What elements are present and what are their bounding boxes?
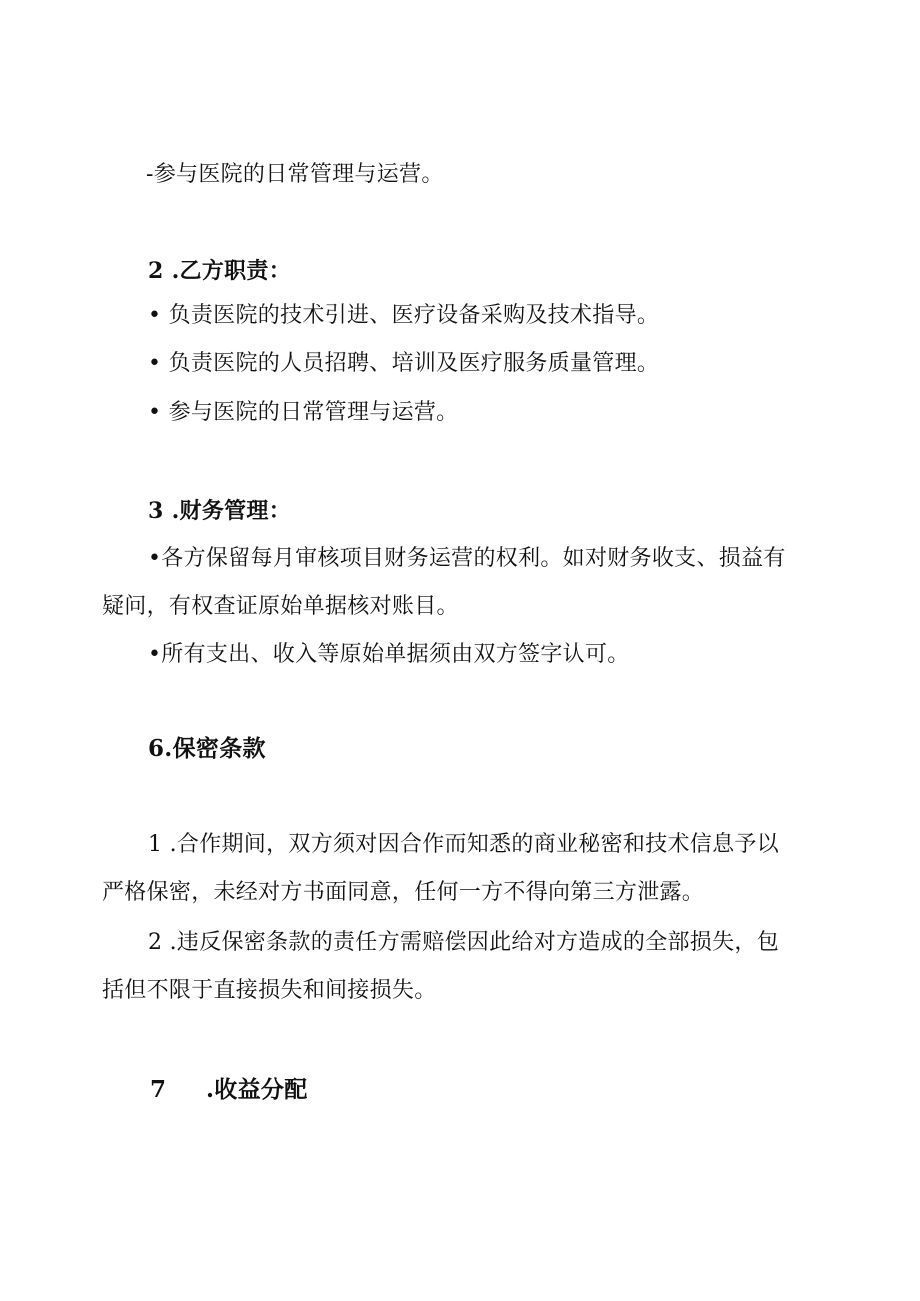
party-b-heading-text: .乙方职责： <box>171 258 292 284</box>
clause-text: .合作期间，双方须对因合作而知悉的商业秘密和技术信息予以 <box>169 832 780 857</box>
party-b-number: 2 <box>148 258 164 284</box>
party-b-item: • 负责医院的技术引进、医疗设备采购及技术指导。 <box>148 303 660 328</box>
party-b-item: • 参与医院的日常管理与运营。 <box>148 400 459 425</box>
clause-text: .违反保密条款的责任方需赔偿因此给对方造成的全部损失，包 <box>169 930 780 955</box>
finance-heading-text: .财务管理： <box>171 498 292 524</box>
party-b-item: • 负责医院的人员招聘、培训及医疗服务质量管理。 <box>148 351 660 376</box>
clause-number: 1 <box>148 832 163 857</box>
top-list-item: -参与医院的日常管理与运营。 <box>146 162 444 187</box>
confidentiality-clause-line <box>148 928 779 958</box>
finance-heading <box>148 496 291 526</box>
finance-item-line: •所有支出、收入等原始单据须由双方签字认可。 <box>148 642 630 667</box>
confidentiality-clause-line: 括但不限于直接损失和间接损失。 <box>102 978 437 1003</box>
clause-number: 2 <box>148 930 163 955</box>
finance-item-line: 疑问，有权查证原始单据核对账目。 <box>102 594 459 619</box>
revenue-title <box>150 1075 308 1105</box>
finance-item-line: •各方保留每月审核项目财务运营的权利。如对财务收支、损益有 <box>148 546 786 571</box>
confidentiality-title: 6.保密条款 <box>148 735 266 762</box>
confidentiality-clause-line <box>148 830 779 860</box>
revenue-title-text: .收益分配 <box>206 1076 308 1103</box>
confidentiality-clause-line: 严格保密，未经对方书面同意，任何一方不得向第三方泄露。 <box>102 880 705 905</box>
revenue-number: 7 <box>150 1076 167 1103</box>
party-b-heading <box>148 256 291 286</box>
finance-number: 3 <box>148 498 164 524</box>
